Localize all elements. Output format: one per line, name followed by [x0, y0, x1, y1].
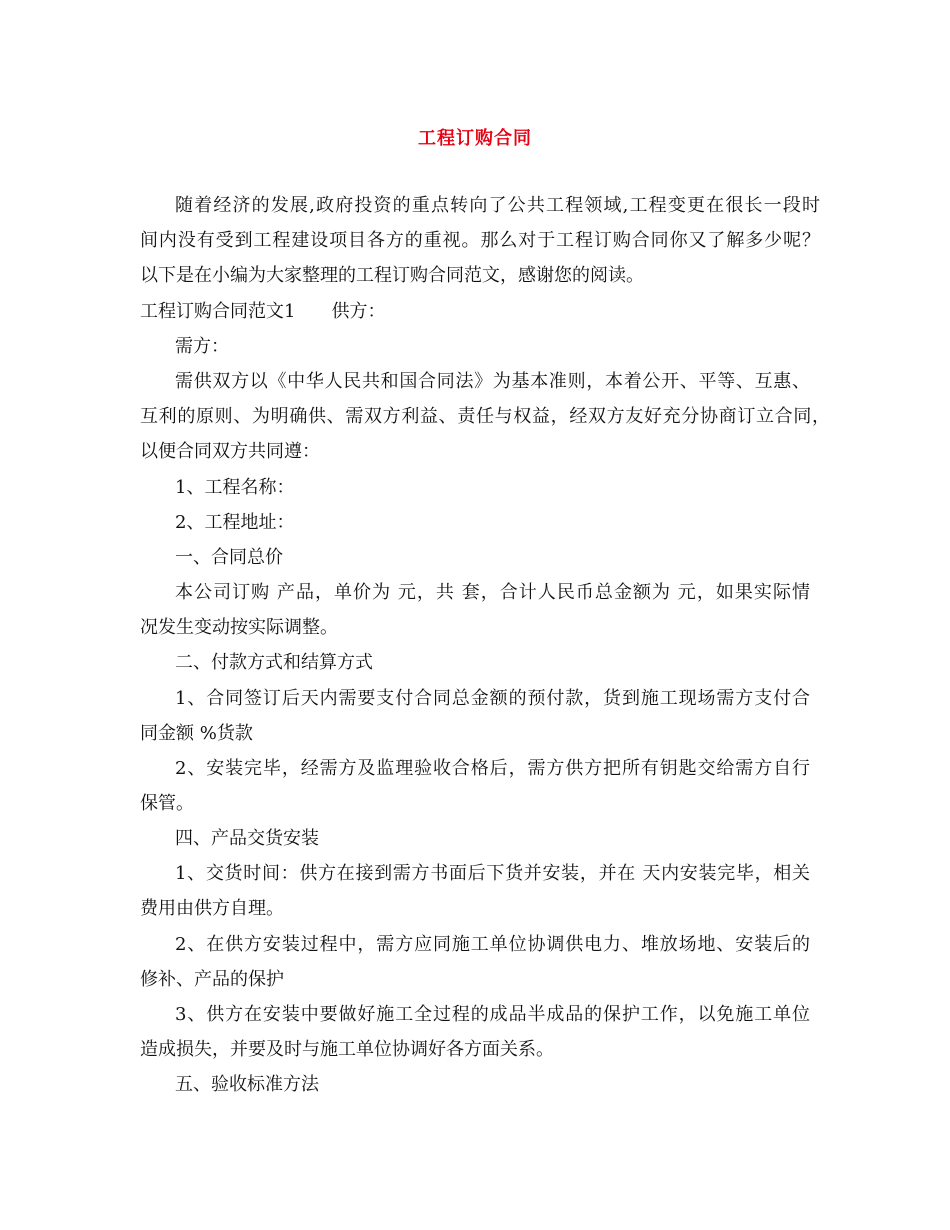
section4-item2-line-2: 修补、产品的保护	[140, 969, 284, 990]
project-address-field: 2、工程地址：	[175, 512, 295, 533]
preamble-line-2: 互利的原则、为明确供、需双方利益、责任与权益，经双方友好充分协商订立合同，	[140, 406, 830, 427]
section4-item1-line-1: 1、交货时间：供方在接到需方书面后下货并安装，并在 天内安装完毕，相关	[175, 863, 810, 884]
preamble-line-3: 以便合同双方共同遵：	[140, 441, 320, 462]
section2-item2-line-2: 保管。	[140, 793, 194, 814]
intro-line-1: 随着经济的发展,政府投资的重点转向了公共工程领域,工程变更在很长一段时	[175, 195, 820, 216]
document-title: 工程订购合同	[418, 128, 532, 149]
section1-title: 一、合同总价	[175, 547, 283, 568]
section4-item3-line-2: 造成损失，并要及时与施工单位协调好各方面关系。	[140, 1039, 554, 1060]
intro-line-2: 间内没有受到工程建设项目各方的重视。那么对于工程订购合同你又了解多少呢？	[140, 230, 820, 251]
section2-item1-line-2: 同金额 %货款	[140, 723, 253, 744]
section2-item1-line-1: 1、合同签订后天内需要支付合同总金额的预付款，货到施工现场需方支付合	[175, 688, 810, 709]
section1-body-line-1: 本公司订购 产品，单价为 元，共 套，合计人民币总金额为 元，如果实际情	[175, 582, 810, 603]
supplier-label: 供方：	[331, 301, 386, 322]
sample-heading: 工程订购合同范文1	[140, 301, 296, 322]
section2-title: 二、付款方式和结算方式	[175, 652, 373, 673]
project-name-field: 1、工程名称：	[175, 477, 295, 498]
section4-title: 四、产品交货安装	[175, 828, 319, 849]
preamble-line-1: 需供双方以《中华人民共和国合同法》为基本准则，本着公开、平等、互惠、	[175, 371, 810, 392]
section4-item2-line-1: 2、在供方安装过程中，需方应同施工单位协调供电力、堆放场地、安装后的	[175, 934, 810, 955]
section2-item2-line-1: 2、安装完毕，经需方及监理验收合格后，需方供方把所有钥匙交给需方自行	[175, 758, 810, 779]
section4-item3-line-1: 3、供方在安装中要做好施工全过程的成品半成品的保护工作，以免施工单位	[175, 1004, 810, 1025]
section4-item1-line-2: 费用由供方自理。	[140, 898, 284, 919]
sample-heading-row	[140, 300, 820, 324]
intro-line-3: 以下是在小编为大家整理的工程订购合同范文，感谢您的阅读。	[140, 265, 644, 286]
buyer-label: 需方：	[175, 336, 229, 357]
section1-body-line-2: 况发生变动按实际调整。	[140, 617, 338, 638]
section5-title: 五、验收标准方法	[175, 1074, 319, 1095]
